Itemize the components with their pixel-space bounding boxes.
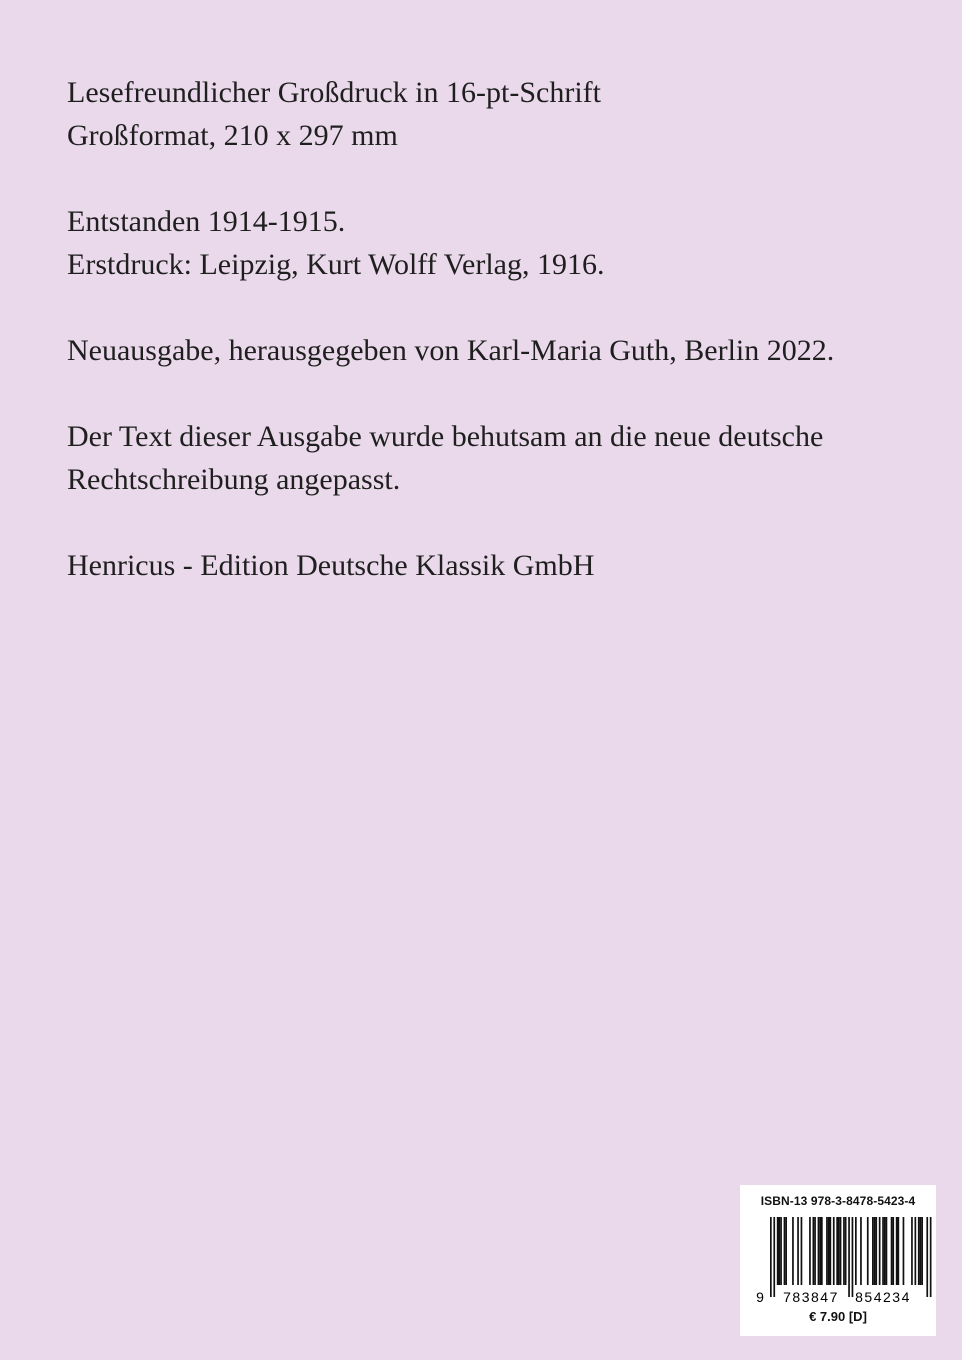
barcode-bar: [833, 1217, 835, 1285]
barcode-bar: [773, 1217, 775, 1297]
barcode-bar: [930, 1217, 932, 1297]
barcode-bar: [918, 1217, 920, 1285]
barcode-bar: [770, 1217, 772, 1297]
barcode-bar: [845, 1217, 847, 1285]
barcode-bar: [777, 1217, 779, 1285]
edition-paragraph: [67, 329, 927, 372]
barcode-bar: [892, 1217, 894, 1285]
barcode-bar: [867, 1217, 869, 1285]
barcode-bar: [840, 1217, 842, 1285]
barcode-bar: [891, 1217, 893, 1285]
format-size-line: Großformat, 210 x 297 mm: [67, 119, 398, 152]
barcode-bar: [784, 1217, 786, 1285]
format-paragraph: [67, 71, 927, 157]
isbn-label: ISBN-13 978-3-8478-5423-4: [760, 1194, 916, 1208]
barcode-image: [740, 1213, 936, 1307]
barcode-bar: [884, 1217, 886, 1285]
isbn-barcode-box: [740, 1185, 936, 1336]
barcode-bar: [886, 1217, 888, 1285]
barcode-bar: [875, 1217, 877, 1285]
barcode-bar: [779, 1217, 781, 1285]
publisher-line: Henricus - Edition Deutsche Klassik GmbH: [67, 549, 595, 582]
barcode-bar: [836, 1217, 838, 1285]
barcode-bar: [814, 1217, 816, 1285]
spelling-line-1: Der Text dieser Ausgabe wurde behutsam an die neue deutsche: [67, 420, 824, 453]
barcode-bar: [926, 1217, 928, 1297]
barcode-bar: [872, 1217, 874, 1285]
spelling-line-2: Rechtschreibung angepasst.: [67, 463, 401, 496]
barcode-bar: [915, 1217, 917, 1285]
barcode-bar: [785, 1217, 787, 1285]
barcode-bar: [860, 1217, 862, 1285]
barcode-bar: [911, 1217, 913, 1285]
barcode-bar: [821, 1217, 823, 1285]
barcode-bar: [879, 1217, 881, 1285]
barcode-right-digits: 854234: [855, 1289, 911, 1305]
new-edition-line: Neuausgabe, herausgegeben von Karl-Maria Guth, Berlin 2022.: [67, 334, 835, 367]
first-print-line: Erstdruck: Leipzig, Kurt Wolff Verlag, 1916.: [67, 248, 605, 281]
publisher-paragraph: [67, 544, 927, 587]
barcode-bar: [828, 1217, 830, 1285]
barcode-bar: [843, 1217, 845, 1285]
barcode-bar: [896, 1217, 898, 1285]
barcode-bar: [797, 1217, 799, 1285]
price-label: € 7.90 [D]: [809, 1309, 867, 1324]
origin-paragraph: [67, 200, 927, 286]
barcode-bar: [848, 1217, 850, 1297]
barcode-bar: [809, 1217, 811, 1285]
colophon-text: [67, 71, 927, 630]
barcode-left-digits: 783847: [783, 1289, 839, 1305]
large-print-line: Lesefreundlicher Großdruck in 16-pt-Schrift: [67, 76, 601, 109]
barcode-bar: [819, 1217, 821, 1285]
barcode-bar: [882, 1217, 884, 1285]
barcode-bar: [818, 1217, 820, 1285]
barcode-bar: [852, 1217, 854, 1297]
barcode-first-digit: 9: [756, 1289, 764, 1305]
barcode-bar: [920, 1217, 922, 1285]
barcode-bar: [838, 1217, 840, 1285]
barcode-bar: [898, 1217, 900, 1285]
barcode-bar: [903, 1217, 905, 1285]
barcode-bar: [874, 1217, 876, 1285]
barcode-bar: [792, 1217, 794, 1285]
barcode-bar: [826, 1217, 828, 1285]
barcode-bar: [921, 1217, 923, 1285]
barcode-bar: [813, 1217, 815, 1285]
barcode-bar: [855, 1217, 857, 1285]
barcode-bar: [780, 1217, 782, 1285]
spelling-paragraph: [67, 415, 927, 501]
barcode-bar: [801, 1217, 803, 1285]
barcode-bar: [830, 1217, 832, 1285]
written-date-line: Entstanden 1914-1915.: [67, 205, 346, 238]
